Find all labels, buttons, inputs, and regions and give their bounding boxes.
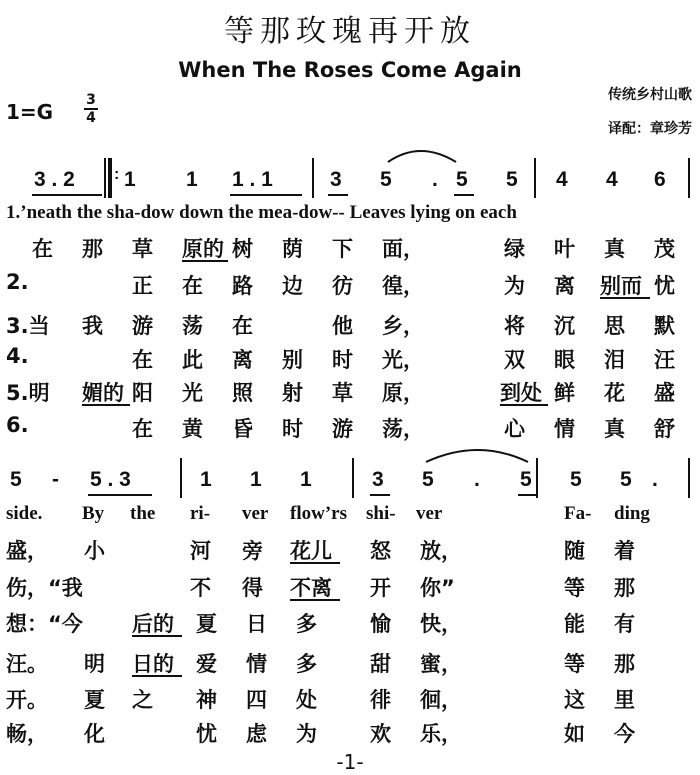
song-subtitle: When The Roses Come Again xyxy=(178,58,522,82)
verse-6-word: 6. xyxy=(6,413,29,437)
note: 1 . 1 xyxy=(232,168,273,191)
verse-6-word: 情 xyxy=(554,417,575,441)
note: 1 xyxy=(186,168,198,191)
verse-3-word: 沉 xyxy=(554,314,575,338)
english-word: Fa- xyxy=(564,503,592,524)
verse-3-word: 游 xyxy=(132,314,153,338)
verse-1-word: 怒 xyxy=(370,539,391,563)
credit-source: 传统乡村山歌 xyxy=(608,87,692,103)
verse-4-word: 时 xyxy=(332,348,353,372)
verse-1-word: 旁 xyxy=(242,539,263,563)
verse-1-word: 叶 xyxy=(554,237,575,261)
verse-6-word: 黄 xyxy=(182,417,203,441)
verse-5-word: 这 xyxy=(564,688,585,712)
verse-3-word: 想：“今 xyxy=(6,612,83,636)
verse-5-word: 里 xyxy=(614,688,635,712)
verse-6-word: 游 xyxy=(332,417,353,441)
verse-1-word: 原的 xyxy=(182,237,224,261)
verse-2-word: 不离 xyxy=(290,576,332,600)
verse-2-word: 路 xyxy=(232,274,253,298)
verse-2-word: 别而 xyxy=(600,274,642,298)
verse-2-word: 那 xyxy=(614,576,635,600)
verse-1-word: 草 xyxy=(132,237,153,261)
verse-6-word: 今 xyxy=(614,722,635,746)
verse-3-word: 在 xyxy=(232,314,253,338)
slur-arc xyxy=(426,450,528,462)
verse-2-word: 忧 xyxy=(654,274,675,298)
verse-2-word: 为 xyxy=(504,274,525,298)
note: 4 xyxy=(606,168,618,191)
time-signature-top: 3 xyxy=(86,92,96,108)
verse-4-word: 眼 xyxy=(554,348,575,372)
note: 3 xyxy=(372,468,384,491)
verse-1-word: 在 xyxy=(32,237,53,261)
verse-2-word: 等 xyxy=(564,576,585,600)
verse-3-word: 日 xyxy=(246,612,267,636)
verse-5-word: 照 xyxy=(232,381,253,405)
verse-4-word: 蜜， xyxy=(420,652,462,676)
note: 1 xyxy=(124,168,136,191)
verse-6-word: 舒 xyxy=(654,417,675,441)
credit-arranger: 译配：章珍芳 xyxy=(608,121,692,137)
note: 1 xyxy=(250,468,262,491)
verse-3-word: 快， xyxy=(420,612,462,636)
page-number: -1- xyxy=(336,750,364,774)
verse-2-word: 伤，“我 xyxy=(6,576,83,600)
verse-1-word: 着 xyxy=(614,539,635,563)
verse-5-word: 夏 xyxy=(84,688,105,712)
verse-6-word: 忧 xyxy=(196,722,217,746)
verse-4-word: 情 xyxy=(246,652,267,676)
verse-6-word: 昏 xyxy=(232,417,253,441)
verse-6-word: 欢 xyxy=(370,722,391,746)
verse-5-word: 光 xyxy=(182,381,203,405)
verse-1-word: 荫 xyxy=(282,237,303,261)
note: . xyxy=(432,168,438,191)
verse-5-word: 之 xyxy=(132,688,153,712)
verse-3-word: 后的 xyxy=(132,612,174,636)
verse-2-word: 边 xyxy=(282,274,303,298)
note: 5 xyxy=(570,468,582,491)
verse-5-word: 盛 xyxy=(654,381,675,405)
verse-2-word: 你” xyxy=(420,576,455,600)
verse-4-word: 等 xyxy=(564,652,585,676)
verse-4-word: 此 xyxy=(182,348,203,372)
verse-5-word: 阳 xyxy=(132,381,153,405)
verse-2-word: 2. xyxy=(6,270,29,294)
verse-3-word: 我 xyxy=(82,314,103,338)
note: - xyxy=(52,468,59,491)
verse-6-word: 真 xyxy=(604,417,625,441)
slur-arc xyxy=(388,151,456,162)
verse-4-word: 汪。 xyxy=(6,652,48,676)
verse-5-word: 到处 xyxy=(500,381,542,405)
verse-4-word: 甜 xyxy=(370,652,391,676)
note: 3 . 2 xyxy=(34,168,75,191)
verse-6-word: 虑 xyxy=(246,722,267,746)
verse-1-word: 放， xyxy=(420,539,462,563)
verse-4-word: 明 xyxy=(84,652,105,676)
note: 5 xyxy=(380,168,392,191)
verse-2-word: 得 xyxy=(242,576,263,600)
verse-3-word: 能 xyxy=(564,612,585,636)
english-word: By xyxy=(82,503,105,524)
verse-5-word: 鲜 xyxy=(554,381,575,405)
verse-1-word: 随 xyxy=(564,539,585,563)
verse-5-word: 花 xyxy=(604,381,625,405)
song-title: 等那玫瑰再开放 xyxy=(224,14,476,49)
verse-4-word: 泪 xyxy=(604,348,625,372)
verse-4-word: 多 xyxy=(296,652,317,676)
key-signature: 1=G xyxy=(6,100,54,124)
verse-5-word: 四 xyxy=(246,688,267,712)
verse-3-word: 有 xyxy=(614,612,635,636)
verse-2-word: 开 xyxy=(370,576,391,600)
verse-2-word: 徨， xyxy=(382,274,424,298)
note: 6 xyxy=(654,168,666,191)
verse-1-word: 树 xyxy=(232,237,253,261)
note: 5 xyxy=(456,168,468,191)
english-word: ding xyxy=(614,503,650,524)
verse-4-word: 汪 xyxy=(654,348,675,372)
english-word: ver xyxy=(416,503,443,524)
note: 5 xyxy=(620,468,632,491)
verse-5-word: 神 xyxy=(196,688,217,712)
verse-4-word: 别 xyxy=(282,348,303,372)
verse-6-word: 在 xyxy=(132,417,153,441)
verse-2-word: 正 xyxy=(132,274,153,298)
note: 5 xyxy=(506,168,518,191)
verse-3-word: 荡 xyxy=(182,314,203,338)
note: 3 xyxy=(330,168,342,191)
verse-6-word: 如 xyxy=(564,722,585,746)
verse-6-word: 乐， xyxy=(420,722,462,746)
note: . xyxy=(652,468,658,491)
english-lyrics: 1.’neath the sha-dow down the mea-dow-- Leaves lying on each xyxy=(6,202,517,223)
verse-1-word: 河 xyxy=(190,539,211,563)
verse-1-word: 绿 xyxy=(504,237,525,261)
repeat-dots: : xyxy=(114,166,120,183)
verse-5-word: 徘 xyxy=(370,688,391,712)
english-word: ri- xyxy=(190,503,211,524)
note: 4 xyxy=(556,168,568,191)
verse-1-word: 面， xyxy=(382,237,424,261)
verse-6-word: 时 xyxy=(282,417,303,441)
note: 1 xyxy=(300,468,312,491)
english-word: the xyxy=(130,503,156,524)
verse-3-word: 乡， xyxy=(382,314,424,338)
verse-2-word: 在 xyxy=(182,274,203,298)
note: 5 xyxy=(422,468,434,491)
verse-2-word: 离 xyxy=(554,274,575,298)
verse-5-word: 媚的 xyxy=(82,381,124,405)
english-word: side. xyxy=(6,503,43,524)
verse-1-word: 下 xyxy=(332,237,353,261)
verse-4-word: 在 xyxy=(132,348,153,372)
verse-3-word: 多 xyxy=(296,612,317,636)
verse-3-word: 3.当 xyxy=(6,314,50,338)
verse-1-word: 小 xyxy=(84,539,105,563)
verse-4-word: 光， xyxy=(382,348,424,372)
time-signature-bottom: 4 xyxy=(86,110,96,126)
verse-1-word: 花儿 xyxy=(290,539,332,563)
verse-6-word: 荡， xyxy=(382,417,424,441)
verse-3-word: 他 xyxy=(332,314,353,338)
note: 5 xyxy=(520,468,532,491)
verse-3-word: 思 xyxy=(604,314,625,338)
verse-2-word: 不 xyxy=(190,576,211,600)
verse-5-word: 原， xyxy=(382,381,424,405)
verse-4-word: 离 xyxy=(232,348,253,372)
verse-6-word: 畅， xyxy=(6,722,48,746)
note: 5 xyxy=(10,468,22,491)
verse-5-word: 草 xyxy=(332,381,353,405)
verse-5-word: 5.明 xyxy=(6,381,50,405)
verse-4-word: 4. xyxy=(6,344,29,368)
verse-1-word: 盛， xyxy=(6,539,48,563)
note: 1 xyxy=(200,468,212,491)
verse-5-word: 射 xyxy=(282,381,303,405)
verse-3-word: 将 xyxy=(504,314,525,338)
note: 5 . 3 xyxy=(90,468,131,491)
verse-5-word: 徊， xyxy=(420,688,462,712)
english-word: flow’rs xyxy=(290,503,347,524)
verse-4-word: 那 xyxy=(614,652,635,676)
verse-3-word: 愉 xyxy=(370,612,391,636)
verse-4-word: 爱 xyxy=(196,652,217,676)
verse-4-word: 日的 xyxy=(132,652,174,676)
verse-3-word: 夏 xyxy=(196,612,217,636)
verse-6-word: 化 xyxy=(84,722,105,746)
english-word: shi- xyxy=(366,503,396,524)
verse-5-word: 处 xyxy=(296,688,317,712)
verse-1-word: 那 xyxy=(82,237,103,261)
verse-1-word: 茂 xyxy=(654,237,675,261)
verse-6-word: 为 xyxy=(296,722,317,746)
note: . xyxy=(474,468,480,491)
verse-4-word: 双 xyxy=(504,348,525,372)
english-word: ver xyxy=(242,503,269,524)
verse-6-word: 心 xyxy=(504,417,525,441)
verse-5-word: 开。 xyxy=(6,688,48,712)
verse-1-word: 真 xyxy=(604,237,625,261)
verse-2-word: 彷 xyxy=(332,274,353,298)
verse-3-word: 默 xyxy=(654,314,675,338)
